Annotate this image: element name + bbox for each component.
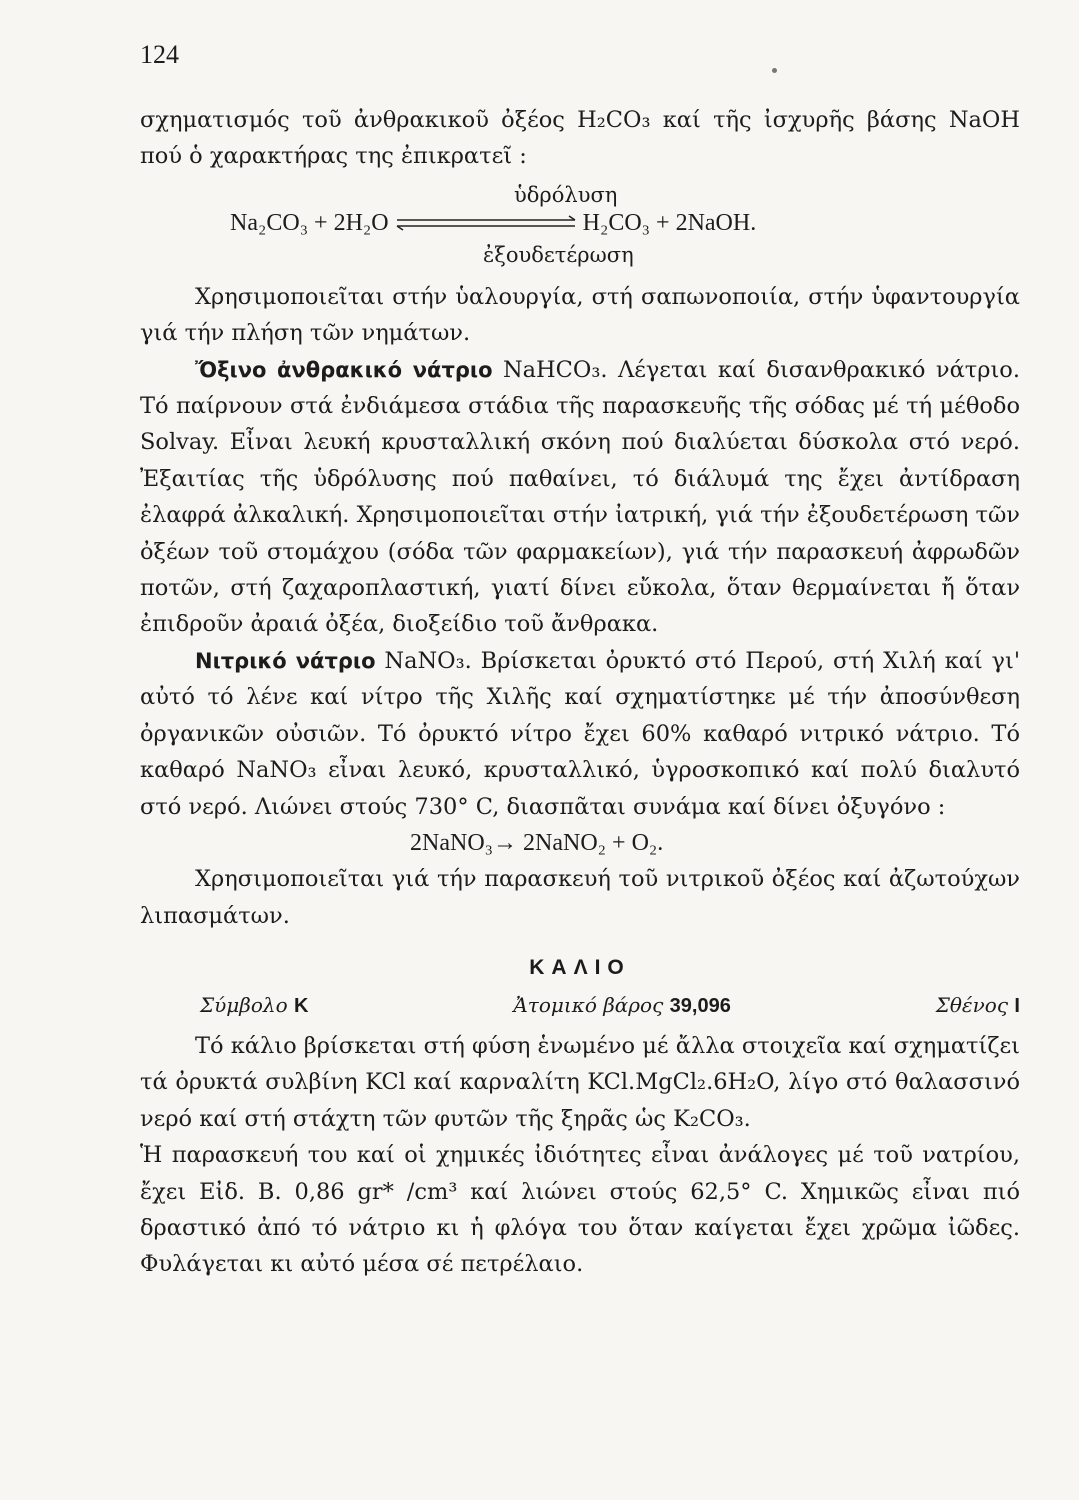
paragraph-potassium-occurrence: Τό κάλιο βρίσκεται στή φύση ἑνωμένο μέ ἄλλα στοιχεῖα καί σχηματίζει τά ὀρυκτά συλβίνη KCl καί καρναλίτη KCl.MgCl₂.6H₂O, λίγο στό θαλασσινό νερό καί στή στάχτη τῶν φυτῶν τῆς ξηρᾶς ὡς K₂CO₃. [140,1032,1020,1132]
hydrolysis-equation [140,175,1020,279]
paragraph-hydrolysis: σχηματισμός τοῦ ἀνθρακικοῦ ὀξέος H₂CO₃ καί τῆς ἰσχυρῆς βάσης NaOH πού ὁ χαρακτήρας της ἐπικρατεῖ : [140,107,1020,170]
equation-main-line [230,205,756,241]
paragraph-uses: Χρησιμοποιεῖται στήν ὑαλουργία, στή σαπωνοποιία, στήν ὑφαντουργία γιά τήν πλήση τῶν νημάτων. [140,283,1020,347]
symbol-value: K [293,994,309,1017]
nitrate-decomposition-equation: 2NaNO₃→ 2NaNO₂ + O₂. [410,829,664,856]
atomic-weight-property [513,987,731,1024]
atomic-weight-label: Ἀτομικό βάρος [513,992,664,1017]
equation-left-side: Na₂CO₃ + 2H₂O [230,209,389,236]
paragraph-nitrate-uses: Χρησιμοποιεῖται γιά τήν παρασκευή τοῦ νιτρικοῦ ὀξέος καί ἀζωτούχων λιπασμάτων. [140,866,1020,929]
paragraph-sodium-nitrate [140,643,1020,825]
symbol-property [200,987,308,1024]
valence-property [936,987,1020,1024]
decorative-dot [772,68,777,73]
equilibrium-arrow-icon [393,215,579,231]
paragraph-potassium-properties: Ἡ παρασκευή του καί οἱ χημικές ἰδιότητες εἶναι ἀνάλογες μέ τοῦ νατρίου, ἔχει Εἰδ. Β. 0,86 gr* /cm³ καί λιώνει στούς 62,5° C. Χημικῶς εἶναι πιό δραστικό ἀπό τό νάτριο κι ἡ φλόγα του ὅταν καίγεται ἔχει χρῶμα ἰῶδες. Φυλάγεται κι αὐτό μέσα σέ πετρέλαιο. [140,1142,1020,1278]
element-properties-row [140,987,1020,1024]
section-title-potassium: ΚΑΛΙΟ [529,956,631,980]
symbol-label: Σύμβολο [200,992,288,1017]
sodium-bicarbonate-text: NaHCO₃. Λέγεται καί δισανθρακικό νάτριο. Τό παίρνουν στά ἐνδιάμεσα στάδια τῆς παρασκευῆς τῆς σόδας μέ τή μέθοδο Solvay. Εἶναι λευκή κρυσταλλική σκόνη πού διαλύεται δύσκολα στό νερό. Ἐξαιτίας τῆς ὑδρόλυσης πού παθαίνει, τό διάλυμά της ἔχει ἀντίδραση ἐλαφρά ἀλκαλική. Χρησιμοποιεῖται στήν ἰατρική, γιά τήν ἐξουδετέρωση τῶν ὀξέων τοῦ στομάχου (σόδα τῶν φαρμακείων), γιά τήν παρασκευή ἀφρωδῶν ποτῶν, στή ζαχαροπλαστική, γιατί δίνει εὔκολα, ὅταν θερμαίνεται ἤ ὅταν ἐπιδροῦν ἀραιά ὀξέα, διοξείδιο τοῦ ἄνθρακα. [140,356,1020,638]
equation-label-neutralization: ἐξουδετέρωση [483,242,634,267]
equation-label-hydrolysis: ὑδρόλυση [514,182,618,207]
valence-value: I [1014,994,1020,1017]
paragraph-sodium-bicarbonate [140,352,1020,643]
page-number: 124 [140,40,179,69]
term-sodium-bicarbonate: Ὄξινο ἀνθρακικό νάτριο [195,357,493,382]
atomic-weight-value: 39,096 [669,994,731,1017]
equation-right-side: H₂CO₃ + 2NaOH. [582,209,757,236]
page-content [140,102,1020,1283]
sodium-nitrate-text: NaNO₃. Βρίσκεται ὀρυκτό στό Περού, στή Χιλή καί γι' αὐτό τό λένε καί νίτρο τῆς Χιλῆς καί σχηματίστηκε μέ τήν ἀποσύνθεση ὀργανικῶν οὐσιῶν. Τό ὀρυκτό νίτρο ἔχει 60% καθαρό νιτρικό νάτριο. Τό καθαρό NaNO₃ εἶναι λευκό, κρυσταλλικό, ὑγροσκοπικό καί πολύ διαλυτό στό νερό. Λιώνει στούς 730° C, διασπᾶται συνάμα καί δίνει ὀξυγόνο : [140,647,1021,820]
valence-label: Σθένος [935,992,1009,1017]
term-sodium-nitrate: Νιτρικό νάτριο [195,648,376,673]
